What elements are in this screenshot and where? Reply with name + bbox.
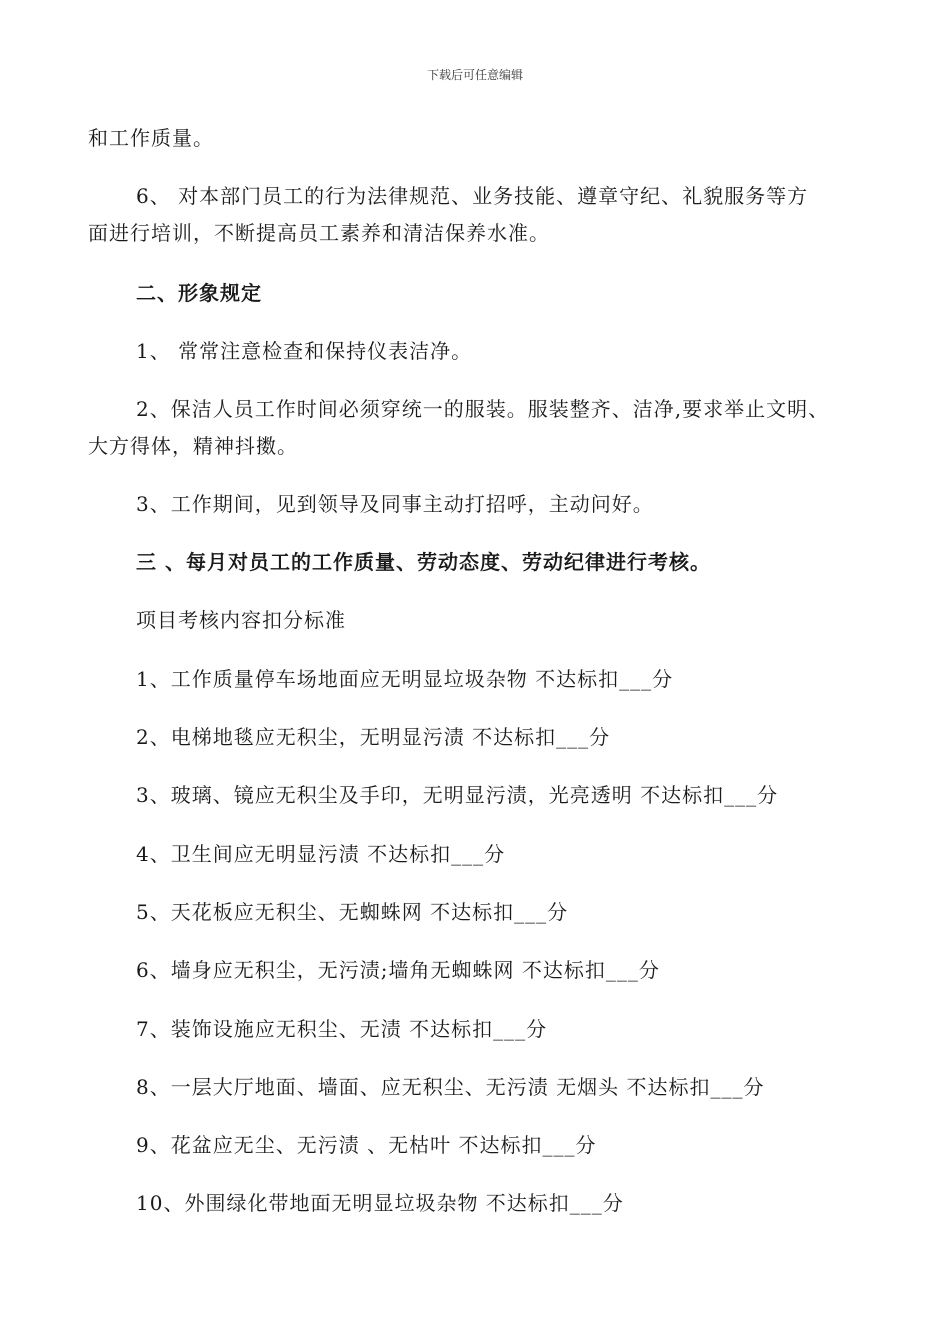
assessment-item: 4、卫生间应无明显污渍 不达标扣___分 [136,842,506,866]
section-2-heading: 二、形象规定 [136,281,262,305]
assessment-item: 8、一层大厅地面、墙面、应无积尘、无污渍 无烟头 不达标扣___分 [136,1075,765,1099]
assessment-item: 7、装饰设施应无积尘、无渍 不达标扣___分 [136,1017,548,1041]
item-6-line-2: 面进行培训，不断提高员工素养和清洁保养水准。 [88,221,550,245]
assessment-item: 6、墙身应无积尘，无污渍;墙角无蜘蛛网 不达标扣___分 [136,958,660,982]
section-2-item-3: 3、工作期间，见到领导及同事主动打招呼，主动问好。 [136,492,654,516]
section-3-table-header: 项目考核内容扣分标准 [136,608,346,632]
assessment-item: 5、天花板应无积尘、无蜘蛛网 不达标扣___分 [136,900,569,924]
assessment-item: 3、玻璃、镜应无积尘及手印，无明显污渍，光亮透明 不达标扣___分 [136,783,779,807]
assessment-item: 1、工作质量停车场地面应无明显垃圾杂物 不达标扣___分 [136,667,674,691]
item-6-line-1: 6、 对本部门员工的行为法律规范、业务技能、遵章守纪、礼貌服务等方 [136,184,809,208]
section-3-heading: 三 、每月对员工的工作质量、劳动态度、劳动纪律进行考核。 [136,550,711,574]
paragraph-continuation: 和工作质量。 [88,126,214,150]
assessment-item: 2、电梯地毯应无积尘，无明显污渍 不达标扣___分 [136,725,611,749]
section-2-item-2-line-2: 大方得体，精神抖擞。 [88,434,298,458]
page-header: 下载后可任意编辑 [426,68,523,82]
assessment-item: 9、花盆应无尘、无污渍 、无枯叶 不达标扣___分 [136,1133,597,1157]
section-2-item-1: 1、 常常注意检查和保持仪表洁净。 [136,339,473,363]
assessment-item: 10、外围绿化带地面无明显垃圾杂物 不达标扣___分 [136,1191,624,1215]
section-2-item-2-line-1: 2、保洁人员工作时间必须穿统一的服装。服装整齐、洁净,要求举止文明、 [136,397,830,421]
